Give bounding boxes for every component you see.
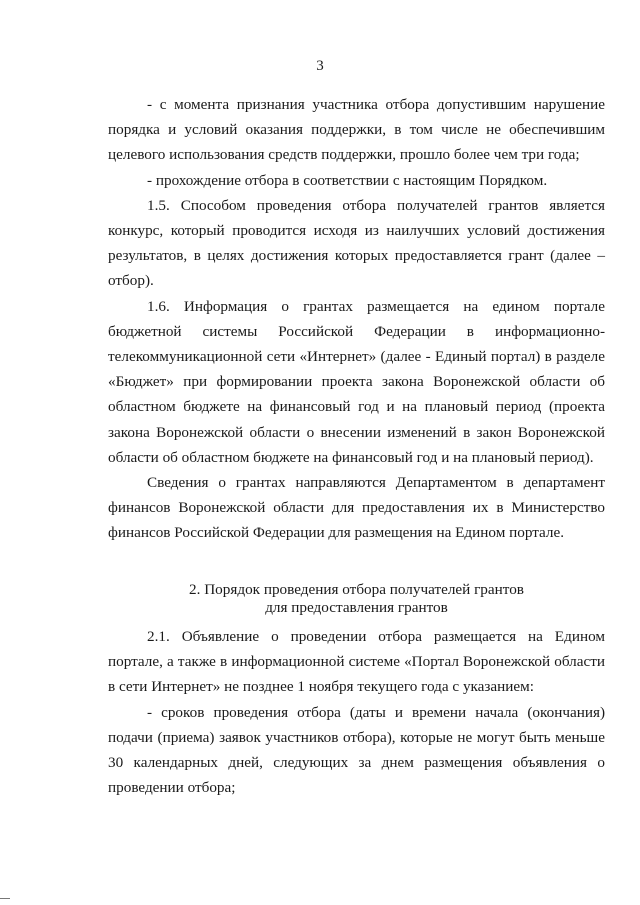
paragraph-grant-info: Сведения о грантах направляются Департаментом в департамент финансов Воронежской области для предоставления их в Министерство финансов Российской Федерации для размещения на Едином портале.	[108, 474, 605, 542]
scan-edge-mark	[0, 898, 10, 899]
paragraph-2-1: 2.1. Объявление о проведении отбора размещается на Едином портале, а также в информационной системе «Портал Воронежской области в сети Интернет» не позднее 1 ноября текущего года с указанием:	[108, 628, 605, 696]
section-2-heading-line-1: 2. Порядок проведения отбора получателей грантов	[189, 581, 524, 598]
section-2-body	[108, 624, 605, 800]
paragraph-1-5: 1.5. Способом проведения отбора получателей грантов является конкурс, который проводится исходя из наилучших условий достижения результатов, в целях достижения которых предоставляется грант (далее – отбор).	[108, 196, 605, 290]
section-2-heading	[108, 581, 605, 617]
page-number: 3	[316, 58, 324, 74]
section-2-heading-line-2: для предоставления грантов	[265, 599, 448, 616]
paragraph-deadlines: - сроков проведения отбора (даты и времени начала (окончания) подачи (приема) заявок участников отбора), которые не могут быть меньше 30 календарных дней, следующих за днем размещения объявления о проведении отбора;	[108, 703, 605, 797]
paragraph-selection-compliance: - прохождение отбора в соответствии с настоящим Порядком.	[147, 171, 548, 189]
paragraph-1-6: 1.6. Информация о грантах размещается на едином портале бюджетной системы Российской Федерации в информационно-телекоммуникационной сети «Интернет» (далее - Единый портал) в разделе «Бюджет» при формировании проекта закона Воронежской области об областном бюджете на финансовый год и на плановый период (проекта закона Воронежской области о внесении изменений в закон Воронежской области об областном бюджете на финансовый год и на плановый период).	[108, 297, 605, 466]
section-1-body	[108, 92, 605, 546]
paragraph-violation-clause: - с момента признания участника отбора допустившим нарушение порядка и условий оказания поддержки, в том числе не обеспечившим целевого использования средств поддержки, прошло более чем три года;	[108, 96, 605, 164]
